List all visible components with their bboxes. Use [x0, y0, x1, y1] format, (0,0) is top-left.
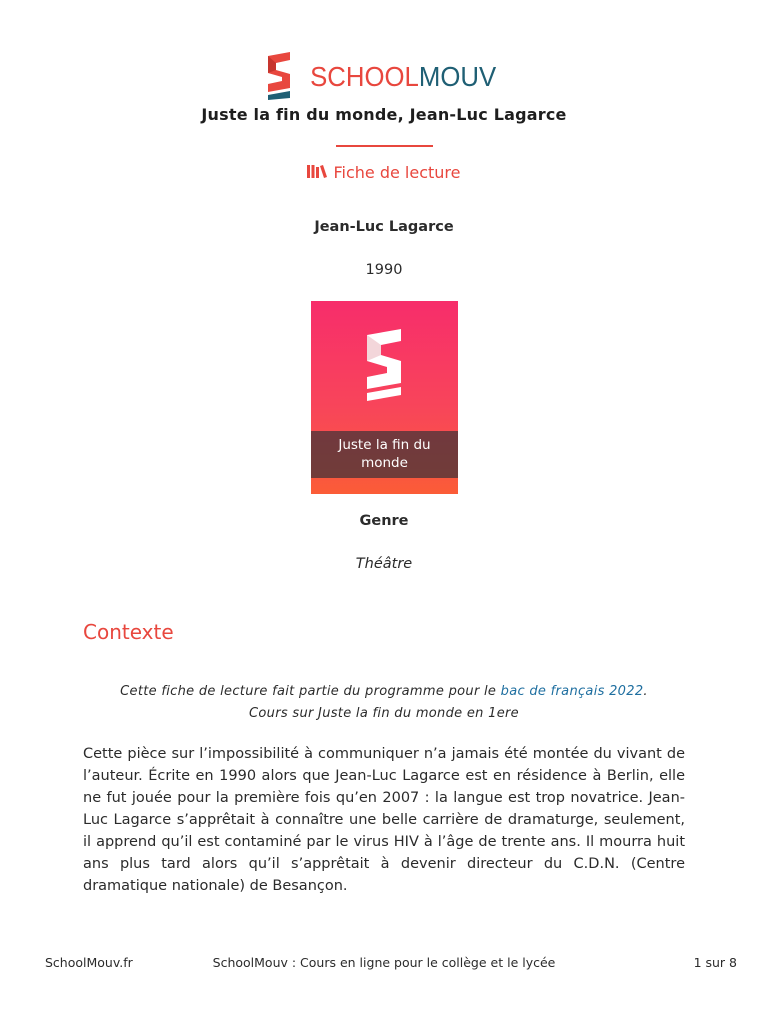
context-intro: [83, 681, 685, 725]
section-label: [0, 163, 768, 182]
context-paragraph: Cette pièce sur l’impossibilité à communiquer n’a jamais été montée du vivant de l’auteur. Écrite en 1990 alors que Jean-Luc Lagarce est en résidence à Berlin, elle ne fut jouée pour la première fois qu’en 2007 : la langue est trop novatrice. Jean-Luc Lagarce s’apprêtait à connaître une belle carrière de dramaturge, seulement, il apprend qu’il est contaminé par le virus HIV à l’âge de trente ans. Il mourra huit ans plus tard alors qu’il s’apprêtait à devenir directeur du C.D.N. (Centre dramatique nationale) de Besançon.: [83, 746, 685, 894]
context-heading: Contexte: [83, 620, 174, 644]
book-year: 1990: [365, 262, 403, 278]
cover-s-logo-icon: [361, 327, 407, 407]
intro-text: Cette fiche de lecture fait partie du programme pour le: [120, 684, 501, 699]
intro-punct: .: [643, 684, 648, 699]
cover-title: Juste la fin du monde: [311, 431, 458, 478]
bac-francais-link[interactable]: bac de français 2022: [500, 684, 644, 699]
footer-page-number: 1 sur 8: [693, 955, 737, 970]
section-label-text: Fiche de lecture: [333, 163, 461, 182]
schoolmouv-s-icon: [264, 50, 294, 104]
book-author: Jean-Luc Lagarce: [314, 219, 454, 235]
page-footer: [0, 955, 768, 973]
footer-site: SchoolMouv.fr: [45, 955, 133, 970]
genre-heading: Genre: [359, 513, 409, 529]
logo-wordmark: SCHOOLMOUV: [309, 61, 497, 92]
schoolmouv-logo: [0, 50, 768, 104]
books-icon: [307, 163, 327, 182]
genre-value: Théâtre: [355, 556, 413, 572]
page-title: Juste la fin du monde, Jean-Luc Lagarce: [201, 105, 567, 124]
footer-tagline: SchoolMouv : Cours en ligne pour le collège et le lycée: [212, 955, 556, 970]
book-cover: [311, 301, 458, 494]
title-divider: [336, 145, 433, 147]
intro-line-2: Cours sur Juste la fin du monde en 1ere: [249, 706, 519, 721]
